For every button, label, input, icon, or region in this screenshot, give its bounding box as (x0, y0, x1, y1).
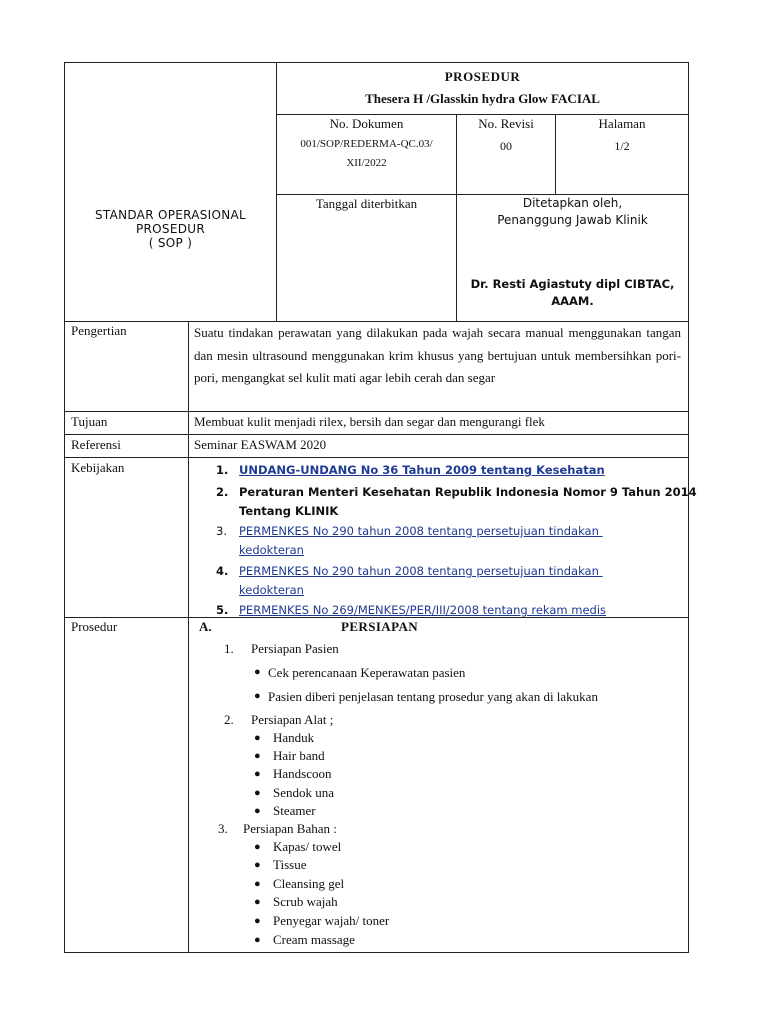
persiapan-bahan-item-4: Scrub wajah (273, 894, 338, 909)
sop-title-line-3: ( SOP ) (148, 236, 193, 250)
bullet-icon: ● (254, 690, 261, 702)
referensi-text: Seminar EASWAM 2020 (194, 437, 327, 452)
persiapan-pasien-item-1: Cek perencanaan Keperawatan pasien (268, 665, 466, 680)
bullet-icon: ● (254, 732, 261, 744)
table-border-top (64, 62, 689, 63)
kebijakan-num-4: 4. (216, 564, 229, 578)
bullet-icon: ● (254, 915, 261, 927)
bullet-icon: ● (254, 750, 261, 762)
ditetapkan-line-2: Penanggung Jawab Klinik (497, 213, 648, 227)
signatory-block (457, 276, 688, 310)
kebijakan-num-3: 3. (216, 524, 227, 538)
section-a-title: PERSIAPAN (341, 619, 419, 634)
persiapan-bahan-item-3: Cleansing gel (273, 876, 345, 891)
header-line-1 (276, 114, 688, 115)
bullet-icon: ● (254, 896, 261, 908)
ditetapkan-line-1: Ditetapkan oleh, (522, 196, 623, 210)
signatory-line-2: AAAM. (551, 294, 594, 308)
sop-title-line-1: STANDAR OPERASIONAL (94, 208, 247, 222)
persiapan-pasien-num: 1. (224, 641, 234, 656)
bullet-icon: ● (254, 787, 261, 799)
persiapan-pasien-item-2: Pasien diberi penjelasan tentang prosedur yang akan di lakukan (268, 689, 598, 704)
persiapan-alat-item-3: Handscoon (273, 766, 332, 781)
table-border-right (688, 62, 689, 953)
bullet-icon: ● (254, 841, 261, 853)
persiapan-alat-item-5: Steamer (273, 803, 316, 818)
table-border-left (64, 62, 65, 953)
no-revisi-value: 00 (500, 139, 512, 153)
no-dokumen-value-1: 001/SOP/REDERMA-QC.03/ (300, 138, 433, 150)
row-line-kebijakan (64, 457, 689, 458)
persiapan-alat-item-2: Hair band (273, 748, 325, 763)
kebijakan-link-1[interactable]: UNDANG-UNDANG No 36 Tahun 2009 tentang Kesehatan (239, 463, 605, 477)
label-col-divider (188, 321, 189, 952)
row-line-tujuan (64, 411, 689, 412)
persiapan-pasien-label: Persiapan Pasien (251, 641, 339, 656)
row-line-prosedur (64, 617, 689, 618)
kebijakan-label: Kebijakan (71, 460, 125, 475)
no-revisi-label: No. Revisi (478, 116, 534, 131)
persiapan-alat-label: Persiapan Alat ; (251, 712, 334, 727)
pengertian-label: Pengertian (71, 323, 127, 338)
kebijakan-link-4-line-2[interactable]: kedokteran (239, 583, 304, 597)
persiapan-bahan-item-5: Penyegar wajah/ toner (273, 913, 390, 928)
kebijakan-link-5[interactable]: PERMENKES No 269/MENKES/PER/III/2008 tentang rekam medis (239, 603, 607, 617)
persiapan-alat-item-1: Handuk (273, 730, 315, 745)
table-border-bottom (64, 952, 689, 953)
sop-title-line-2: PROSEDUR (136, 222, 205, 236)
persiapan-bahan-item-2: Tissue (273, 857, 307, 872)
no-dokumen-label: No. Dokumen (329, 116, 404, 131)
tujuan-label: Tujuan (71, 414, 108, 429)
bullet-icon: ● (254, 768, 261, 780)
kebijakan-num-1: 1. (216, 463, 229, 477)
signatory-line-1: Dr. Resti Agiastuty dipl CIBTAC, (470, 277, 675, 291)
bullet-icon: ● (254, 666, 261, 678)
procedure-name: Thesera H /Glasskin hydra Glow FACIAL (365, 91, 600, 106)
bullet-icon: ● (254, 934, 261, 946)
kebijakan-link-4-line-1[interactable]: PERMENKES No 290 tahun 2008 tentang persetujuan tindakan (239, 564, 603, 578)
procedure-label: PROSEDUR (444, 69, 521, 84)
persiapan-bahan-item-1: Kapas/ towel (273, 839, 342, 854)
bullet-icon: ● (254, 878, 261, 890)
bullet-icon: ● (254, 805, 261, 817)
halaman-value: 1/2 (614, 139, 630, 153)
no-dokumen-value-2: XII/2022 (346, 157, 387, 169)
row-line-referensi (64, 434, 689, 435)
persiapan-bahan-label: Persiapan Bahan : (243, 821, 337, 836)
pengertian-text: Suatu tindakan perawatan yang dilakukan pada wajah secara manual menggunakan tangan dan mesin ultrasound menggunakan krim khusus yang bertujuan untuk membersihkan pori-pori, mengangkat sel kulit mati agar lebih cerah dan segar (194, 325, 681, 385)
kebijakan-link-3-line-1[interactable]: PERMENKES No 290 tahun 2008 tentang persetujuan tindakan (239, 524, 603, 538)
halaman-label: Halaman (598, 116, 646, 131)
prosedur-label: Prosedur (71, 619, 118, 634)
tujuan-text: Membuat kulit menjadi rilex, bersih dan segar dan mengurangi flek (194, 414, 545, 429)
kebijakan-num-5: 5. (216, 603, 229, 617)
tanggal-label: Tanggal diterbitkan (315, 196, 418, 211)
section-a-letter: A. (199, 619, 212, 634)
kebijakan-text-2-line-2: Tentang KLINIK (239, 504, 339, 518)
persiapan-alat-num: 2. (224, 712, 234, 727)
kebijakan-text-2-line-1: Peraturan Menteri Kesehatan Republik Indonesia Nomor 9 Tahun 2014 (239, 485, 697, 499)
referensi-label: Referensi (71, 437, 121, 452)
persiapan-alat-item-4: Sendok una (273, 785, 335, 800)
kebijakan-link-3-line-2[interactable]: kedokteran (239, 543, 304, 557)
persiapan-bahan-item-6: Cream massage (273, 932, 355, 947)
persiapan-bahan-num: 3. (218, 821, 228, 836)
ditetapkan-block (457, 195, 688, 229)
sop-title (65, 208, 276, 250)
bullet-icon: ● (254, 859, 261, 871)
kebijakan-num-2: 2. (216, 485, 229, 499)
